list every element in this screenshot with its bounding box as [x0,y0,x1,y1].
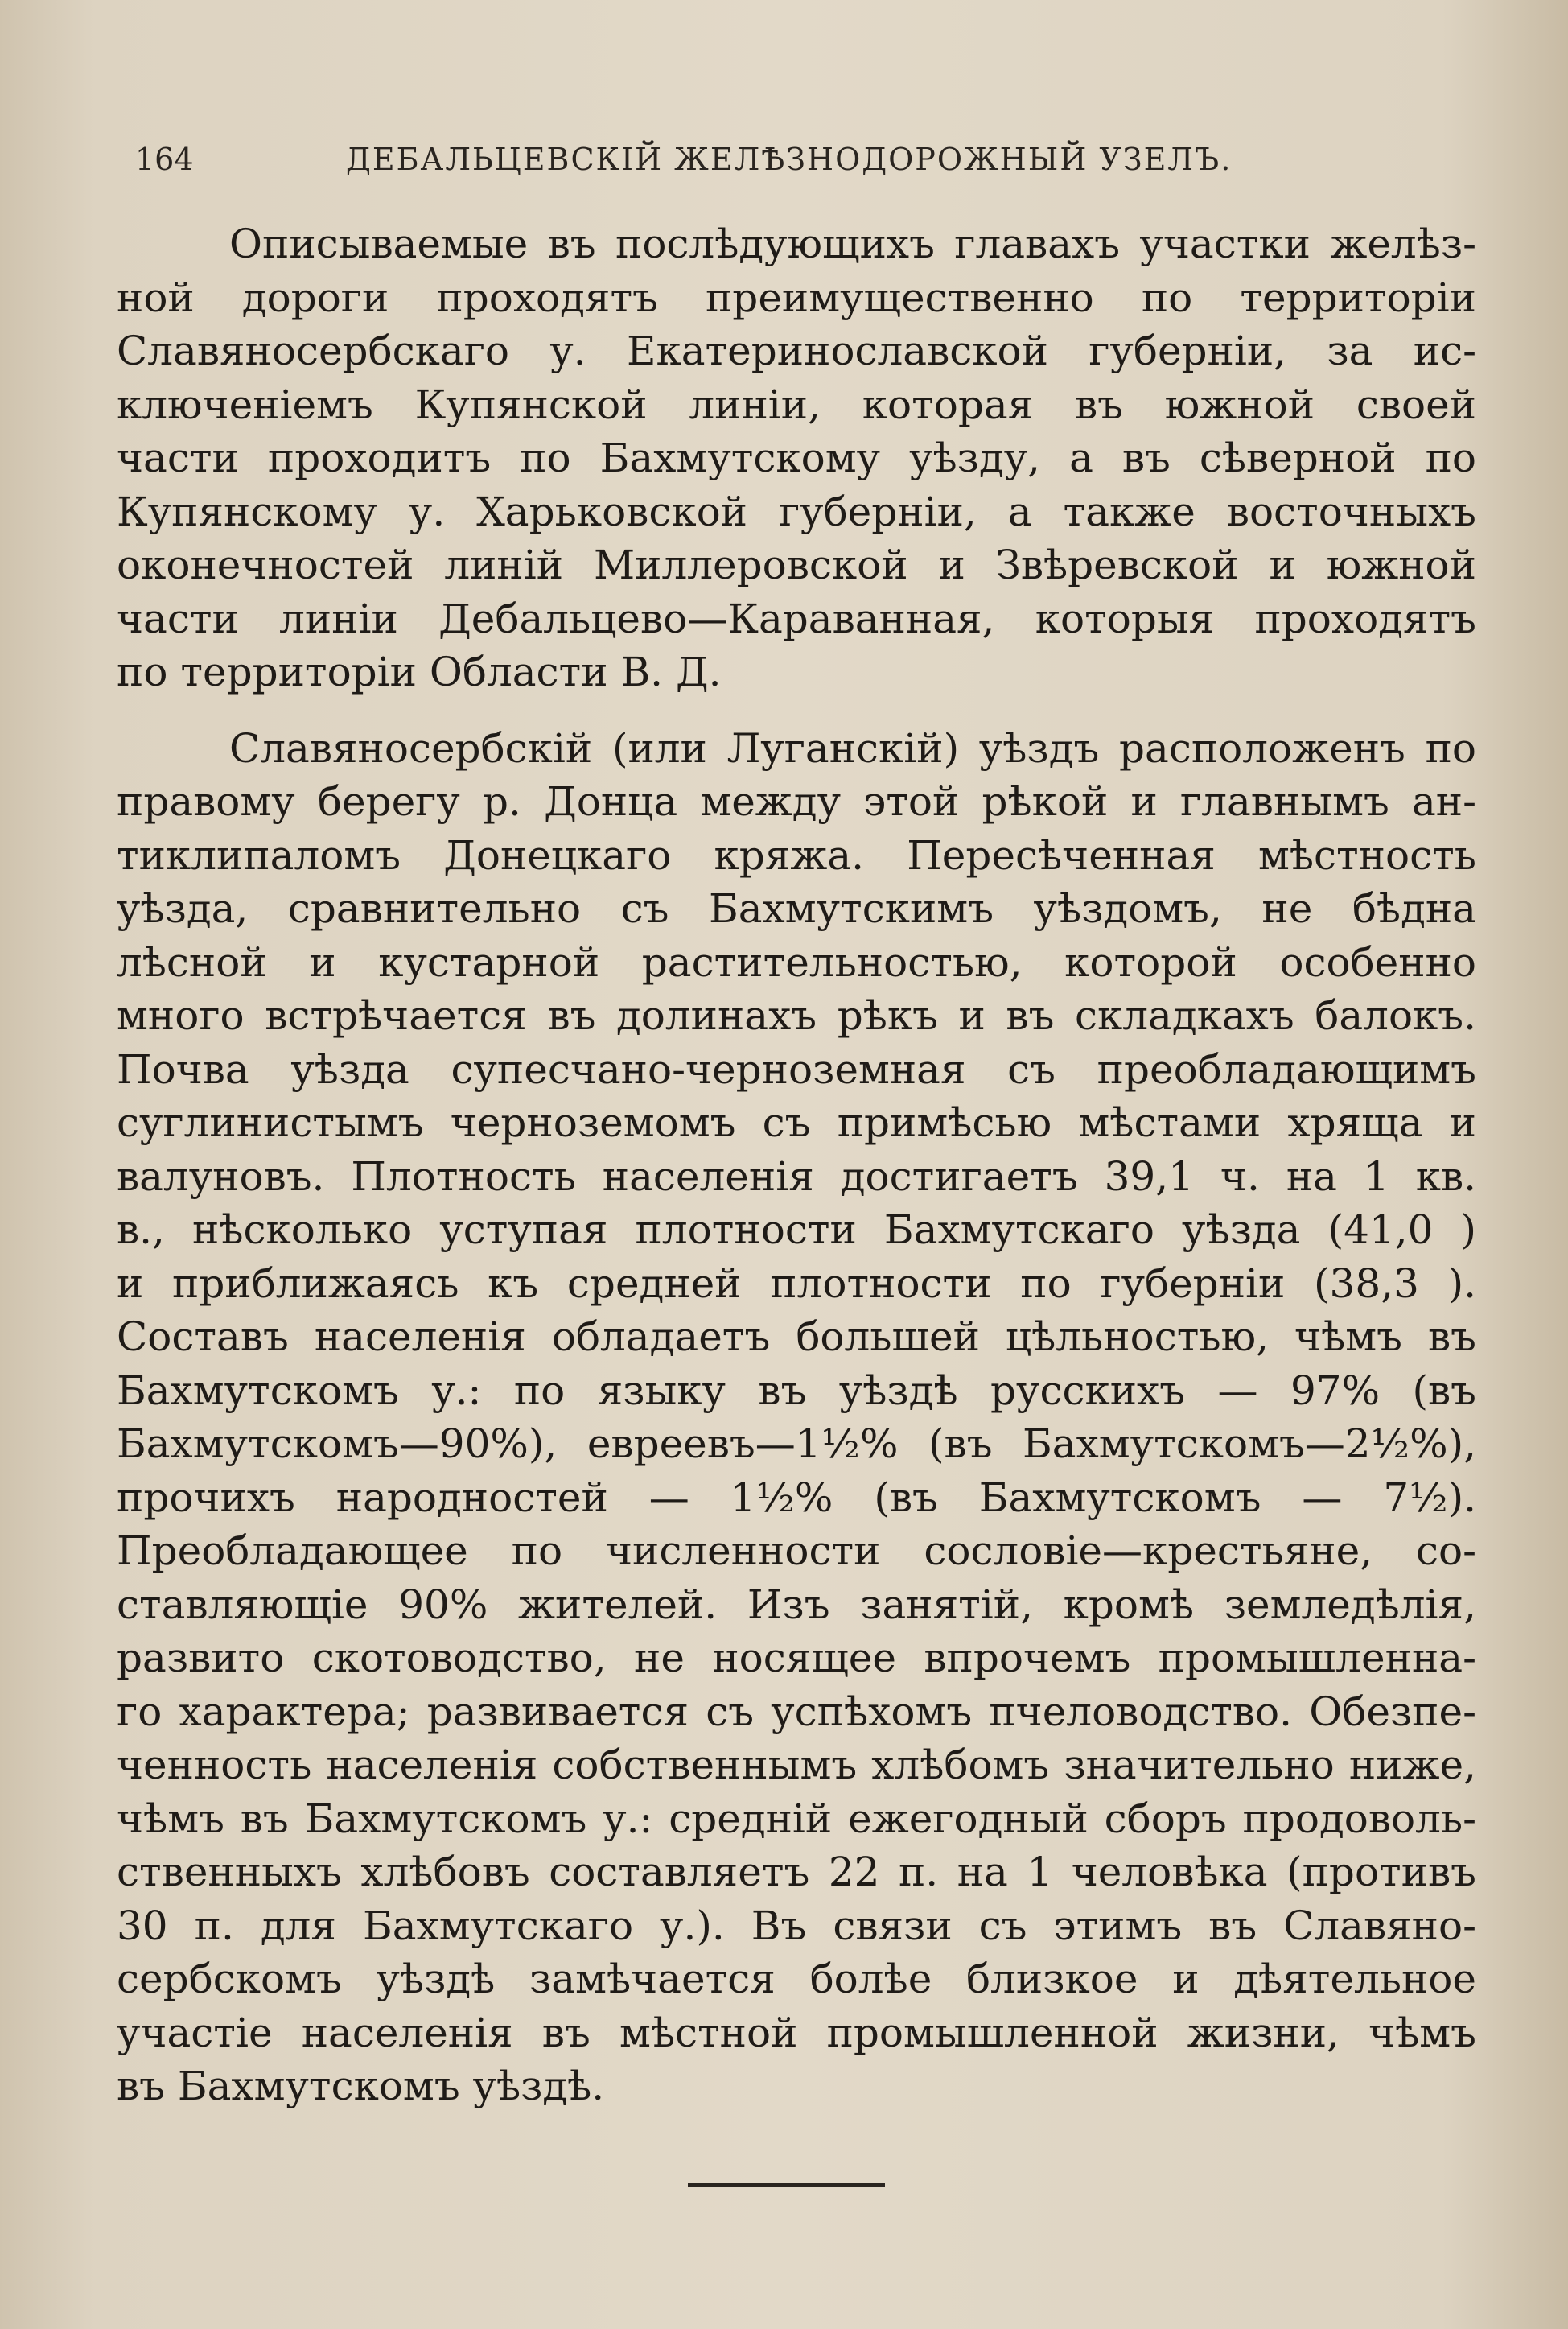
text-line: ственныхъ хлѣбовъ составляетъ 22 п. на 1 человѣка (противъ [117,1849,1476,1895]
paragraph-slavianoserbsk [117,722,1476,2113]
paragraph-intro [117,217,1476,699]
text-line: тиклипаломъ Донецкаго кряжа. Пересѣченная мѣстность [117,831,1476,879]
text-line: ставляющіе 90% жителей. Изъ занятій, кромѣ земледѣлія, [117,1581,1476,1628]
text-line: оконечностей линій Миллеровской и Звѣревской и южной [117,542,1476,588]
text-line: Бахмутскомъ—90%), евреевъ—1½% (въ Бахмутскомъ—2½%), [117,1420,1476,1467]
text-line: ной дороги проходятъ преимущественно по территоріи [117,274,1476,321]
text-line: 30 п. для Бахмутскаго у.). Въ связи съ этимъ въ Славяно- [117,1902,1476,1949]
text-line: суглинистымъ черноземомъ съ примѣсью мѣстами хряща и [117,1099,1476,1146]
text-line: сербскомъ уѣздѣ замѣчается болѣе близкое и дѣятельное [117,1956,1476,2002]
text-line: чѣмъ въ Бахмутскомъ у.: средній ежегодный сборъ продоволь- [117,1795,1476,1842]
body-text [117,217,1476,2113]
text-line: го характера; развивается съ успѣхомъ пчеловодство. Обезпе- [117,1688,1476,1735]
text-line: Бахмутскомъ у.: по языку въ уѣздѣ русскихъ — 97% (въ [117,1366,1476,1414]
text-line: въ Бахмутскомъ уѣздѣ. [117,2063,605,2109]
text-line: правому берегу р. Донца между этой рѣкой и главнымъ ан- [117,778,1476,825]
text-line: по территоріи Области В. Д. [117,649,722,695]
text-line: Славяносербскій (или Луганскій) уѣздъ расположенъ по [229,724,1476,772]
text-line: прочихъ народностей — 1½% (въ Бахмутскомъ — 7½). [117,1474,1476,1521]
page-number: 164 [135,142,194,177]
page-header [135,135,1278,183]
text-line: Описываемые въ послѣдующихъ главахъ участки желѣз- [229,221,1476,267]
text-line: Славяносербскаго у. Екатеринославской губерніи, за ис- [117,328,1476,374]
text-line: много встрѣчается въ долинахъ рѣкъ и въ складкахъ балокъ. [117,992,1476,1039]
text-line: валуновъ. Плотность населенія достигаетъ 39,1 ч. на 1 кв. [117,1152,1476,1200]
running-title: ДЕБАЛЬЦЕВСКІЙ ЖЕЛѢЗНОДОРОЖНЫЙ УЗЕЛЪ. [346,142,1233,177]
text-line: участіе населенія въ мѣстной промышленной жизни, чѣмъ [117,2009,1476,2056]
text-line: части линіи Дебальцево—Караванная, которыя проходятъ [117,595,1476,642]
text-line: развито скотоводство, не носящее впрочемъ промышленна- [117,1634,1476,1681]
text-line: Преобладающее по численности сословіе—крестьяне, со- [117,1527,1476,1574]
text-line: ключеніемъ Купянской линіи, которая въ южной своей [117,381,1476,428]
text-line: ченность населенія собственнымъ хлѣбомъ значительно ниже, [117,1742,1476,1788]
text-line: лѣсной и кустарной растительностью, которой особенно [117,938,1476,986]
text-line: и приближаясь къ средней плотности по губерніи (38,3 ). [117,1259,1476,1307]
section-end-rule [688,2183,885,2187]
text-line: Составъ населенія обладаетъ большей цѣльностью, чѣмъ въ [117,1313,1476,1360]
text-line: Купянскому у. Харьковской губерніи, а также восточныхъ [117,488,1476,535]
text-line: уѣзда, сравнительно съ Бахмутскимъ уѣздомъ, не бѣдна [117,885,1476,932]
text-line: в., нѣсколько уступая плотности Бахмутскаго уѣзда (41,0 ) [117,1206,1476,1253]
text-line: Почва уѣзда супесчано-черноземная съ преобладающимъ [117,1045,1476,1093]
text-line: части проходитъ по Бахмутскому уѣзду, а въ сѣверной по [117,435,1476,481]
